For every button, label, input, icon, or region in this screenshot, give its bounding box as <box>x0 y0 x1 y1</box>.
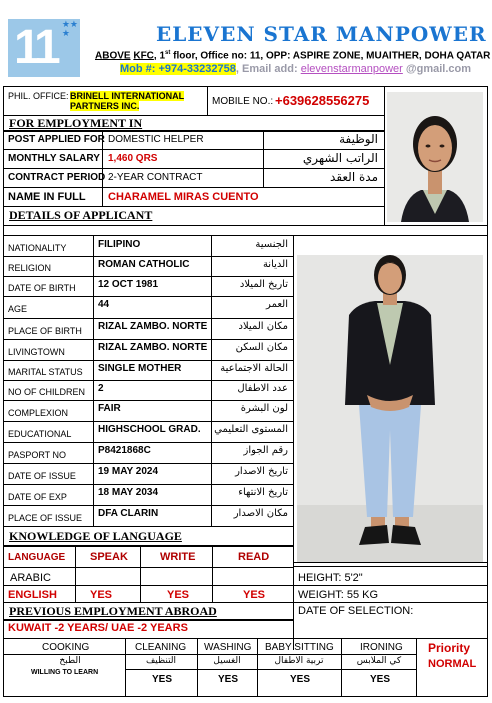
detail-label: MARITAL STATUS <box>8 367 83 377</box>
detail-value: 12 OCT 1981 <box>98 279 159 290</box>
ironing-header: IRONING <box>360 642 403 653</box>
row-divider <box>3 256 294 257</box>
priority-header: Priority <box>428 641 471 655</box>
row-divider <box>3 421 294 422</box>
post-applied-value: DOMESTIC HELPER <box>108 134 204 145</box>
washing-header: WASHING <box>204 642 252 653</box>
english-read: YES <box>243 589 266 601</box>
name-label: NAME IN FULL <box>8 191 86 203</box>
application-form: 11 ★★ ★ ELEVEN STAR MANPOWER ABOVE KFC, 1st floor, Office no: 11, OPP: ASPIRE ZONE, MUAITHER, DOHA QATAR Mob #: +974-33232758, Email add: elevenstarmanpower @gmail.com PHIL. OFFICE: BRINELL INTERNATIONAL PARTNERS INC. MOBILE NO.: +639628556275 FOR EMPLOYMENT IN POST APPLIED FOR DOMESTIC HELPER الوظيفة MONTHLY SALARY 1,460 QRS الراتب الشهري CONTRACT PERIOD 2-YEAR CONTRACT مدة العقد NAME IN FULL CHARAMEL MIRAS CUENTO DETAILS OF APPLICANT NATIONALITY FILIPINO الجنسية RELIGION ROMAN CATHOLIC الديانة DATE OF BIRTH 12 OCT 1981 تاريخ الميلاد AGE 44 العمر PLACE OF BIRTH RIZAL ZAMBO. NORTE مكان الميلاد LIVINGTOWN RIZAL ZAMBO. NORTE مكان السكن MARITAL STATUS SINGLE MOTHER الحالة الاجتماعية NO OF CHILDREN 2 عدد الاطفال COMPLEXION FAIR لون البشرة EDUCATIONAL HIGHSCHOOL GRAD. المستوى التعليمي PASPORT NO P8421868C رقم الجواز DATE OF ISSUE 19 MAY 2024 تاريخ الاصدار DATE OF EXP 18 MAY 2034 تاريخ الانتهاء PLACE OF ISSUE DFA CLARIN مكان الاصدار KNOWLEDGE OF LANGUAGE LANGUAGE SPEAK WRITE READ ARABIC ENGLISH YES YES YES HEIGHT: 5'2" WEIGHT: 55 KG PREVIOUS EMPLOYMENT ABROAD DATE OF SELECTION: KUWAIT -2 YEARS/ UAE -2 YEARS COOKING CLEANING WASHING BABY SITTING IRONING Priority الطبخ التنظيف الغسيل تربية الاطفال كي الملابس NORMAL WILLING TO LEARN YES YES YES YES <box>0 0 492 703</box>
priority-value: NORMAL <box>428 658 477 670</box>
height-value: HEIGHT: 5'2" <box>298 572 363 584</box>
detail-arabic-label: تاريخ الميلاد <box>239 279 288 290</box>
detail-arabic-label: لون البشرة <box>240 403 288 414</box>
company-contact: Mob #: +974-33232758, Email add: elevenstarmanpower @gmail.com <box>120 63 472 75</box>
detail-arabic-label: عدد الاطفال <box>237 383 288 394</box>
detail-arabic-label: تاريخ الانتهاء <box>238 487 288 498</box>
detail-label: RELIGION <box>8 263 52 273</box>
detail-label: EDUCATIONAL <box>8 429 72 439</box>
monthly-salary-label: MONTHLY SALARY <box>8 153 100 164</box>
mobile-label: MOBILE NO.: <box>212 96 274 107</box>
detail-value: SINGLE MOTHER <box>98 363 182 374</box>
english-speak: YES <box>90 589 113 601</box>
detail-label: AGE <box>8 304 28 314</box>
detail-arabic-label: مكان السكن <box>235 342 288 353</box>
detail-arabic-label: المستوى التعليمي <box>214 424 288 435</box>
phil-office-label: PHIL. OFFICE: <box>8 91 69 101</box>
detail-value: RIZAL ZAMBO. NORTE <box>98 342 208 353</box>
company-logo <box>8 19 80 77</box>
detail-value: DFA CLARIN <box>98 508 159 519</box>
english-label: ENGLISH <box>8 589 57 601</box>
detail-value: 19 MAY 2024 <box>98 466 159 477</box>
detail-label: DATE OF BIRTH <box>8 283 76 293</box>
arabic-label: ARABIC <box>10 572 51 584</box>
row-divider <box>3 276 294 277</box>
details-section-title: DETAILS OF APPLICANT <box>9 208 153 222</box>
detail-arabic-label: الديانة <box>262 259 288 270</box>
detail-label: PLACE OF ISSUE <box>8 513 83 523</box>
detail-label: NATIONALITY <box>8 243 67 253</box>
company-mobile: Mob #: +974-33232758 <box>120 63 236 75</box>
detail-value: FAIR <box>98 403 121 414</box>
washing-value: YES <box>218 674 239 685</box>
detail-value: 2 <box>98 383 104 394</box>
row-divider <box>3 442 294 443</box>
row-divider <box>3 484 294 485</box>
row-divider <box>3 400 294 401</box>
read-header: READ <box>238 551 270 563</box>
write-header: WRITE <box>160 551 196 563</box>
photo-bottom-divider <box>294 562 488 563</box>
detail-arabic-label: الجنسية <box>255 239 288 250</box>
row-divider <box>3 296 294 297</box>
cleaning-header: CLEANING <box>135 642 187 653</box>
detail-label: NO OF CHILDREN <box>8 387 86 397</box>
detail-arabic-label: مكان الاصدار <box>233 508 288 519</box>
language-section-title: KNOWLEDGE OF LANGUAGE <box>9 529 182 543</box>
cooking-value: WILLING TO LEARN <box>31 669 99 676</box>
detail-value: FILIPINO <box>98 239 141 250</box>
row-divider <box>3 360 294 361</box>
baby-sitting-value: YES <box>290 674 311 685</box>
detail-value: 18 MAY 2034 <box>98 487 159 498</box>
detail-label: PLACE OF BIRTH <box>8 326 82 336</box>
post-applied-label: POST APPLIED FOR <box>8 134 105 145</box>
contract-period-value: 2-YEAR CONTRACT <box>108 172 203 183</box>
phil-office-value: BRINELL INTERNATIONAL PARTNERS INC. <box>70 91 185 111</box>
row-divider <box>3 463 294 464</box>
language-header: LANGUAGE <box>8 552 66 563</box>
weight-value: WEIGHT: 55 KG <box>298 589 379 601</box>
row-divider <box>3 339 294 340</box>
detail-value: 44 <box>98 299 110 310</box>
english-write: YES <box>167 589 190 601</box>
company-address: ABOVE KFC, 1st floor, Office no: 11, OPP: ASPIRE ZONE, MUAITHER, DOHA QATAR <box>95 50 491 62</box>
company-email[interactable]: elevenstarmanpower <box>300 63 403 75</box>
name-value: CHARAMEL MIRAS CUENTO <box>108 191 259 203</box>
detail-arabic-label: العمر <box>266 299 288 310</box>
detail-label: DATE OF EXP <box>8 492 67 502</box>
speak-header: SPEAK <box>90 551 128 563</box>
detail-value: RIZAL ZAMBO. NORTE <box>98 321 208 332</box>
detail-arabic-label: مكان الميلاد <box>238 321 288 332</box>
company-name: ELEVEN STAR MANPOWER <box>156 22 487 46</box>
detail-arabic-label: رقم الجواز <box>243 445 288 456</box>
detail-value: P8421868C <box>98 445 151 456</box>
cooking-header: COOKING <box>42 642 90 653</box>
baby-sitting-header: BABY SITTING <box>265 642 334 653</box>
monthly-salary-value: 1,460 QRS <box>108 153 158 164</box>
previous-employment-value: KUWAIT -2 YEARS/ UAE -2 YEARS <box>8 622 188 634</box>
applicant-full-body-photo <box>297 255 483 562</box>
mobile-value: +639628556275 <box>275 93 370 108</box>
detail-label: DATE OF ISSUE <box>8 471 76 481</box>
detail-value: ROMAN CATHOLIC <box>98 259 190 270</box>
applicant-portrait-photo <box>387 92 483 222</box>
logo-stars-icon: ★★ ★ <box>61 19 78 38</box>
row-divider <box>3 318 294 319</box>
row-divider <box>3 505 294 506</box>
detail-arabic-label: تاريخ الاصدار <box>235 466 288 477</box>
previous-employment-section-title: PREVIOUS EMPLOYMENT ABROAD <box>9 604 217 618</box>
detail-arabic-label: الحالة الاجتماعية <box>220 363 288 374</box>
ironing-value: YES <box>370 674 391 685</box>
detail-label: PASPORT NO <box>8 450 67 460</box>
contract-period-label: CONTRACT PERIOD <box>8 172 106 183</box>
cleaning-value: YES <box>152 674 173 685</box>
employment-section-title: FOR EMPLOYMENT IN <box>9 116 143 130</box>
detail-label: LIVINGTOWN <box>8 347 65 357</box>
logo-text: 11 <box>14 21 57 74</box>
date-of-selection: DATE OF SELECTION: <box>298 605 414 617</box>
detail-label: COMPLEXION <box>8 408 69 418</box>
detail-value: HIGHSCHOOL GRAD. <box>98 424 201 435</box>
row-divider <box>3 380 294 381</box>
